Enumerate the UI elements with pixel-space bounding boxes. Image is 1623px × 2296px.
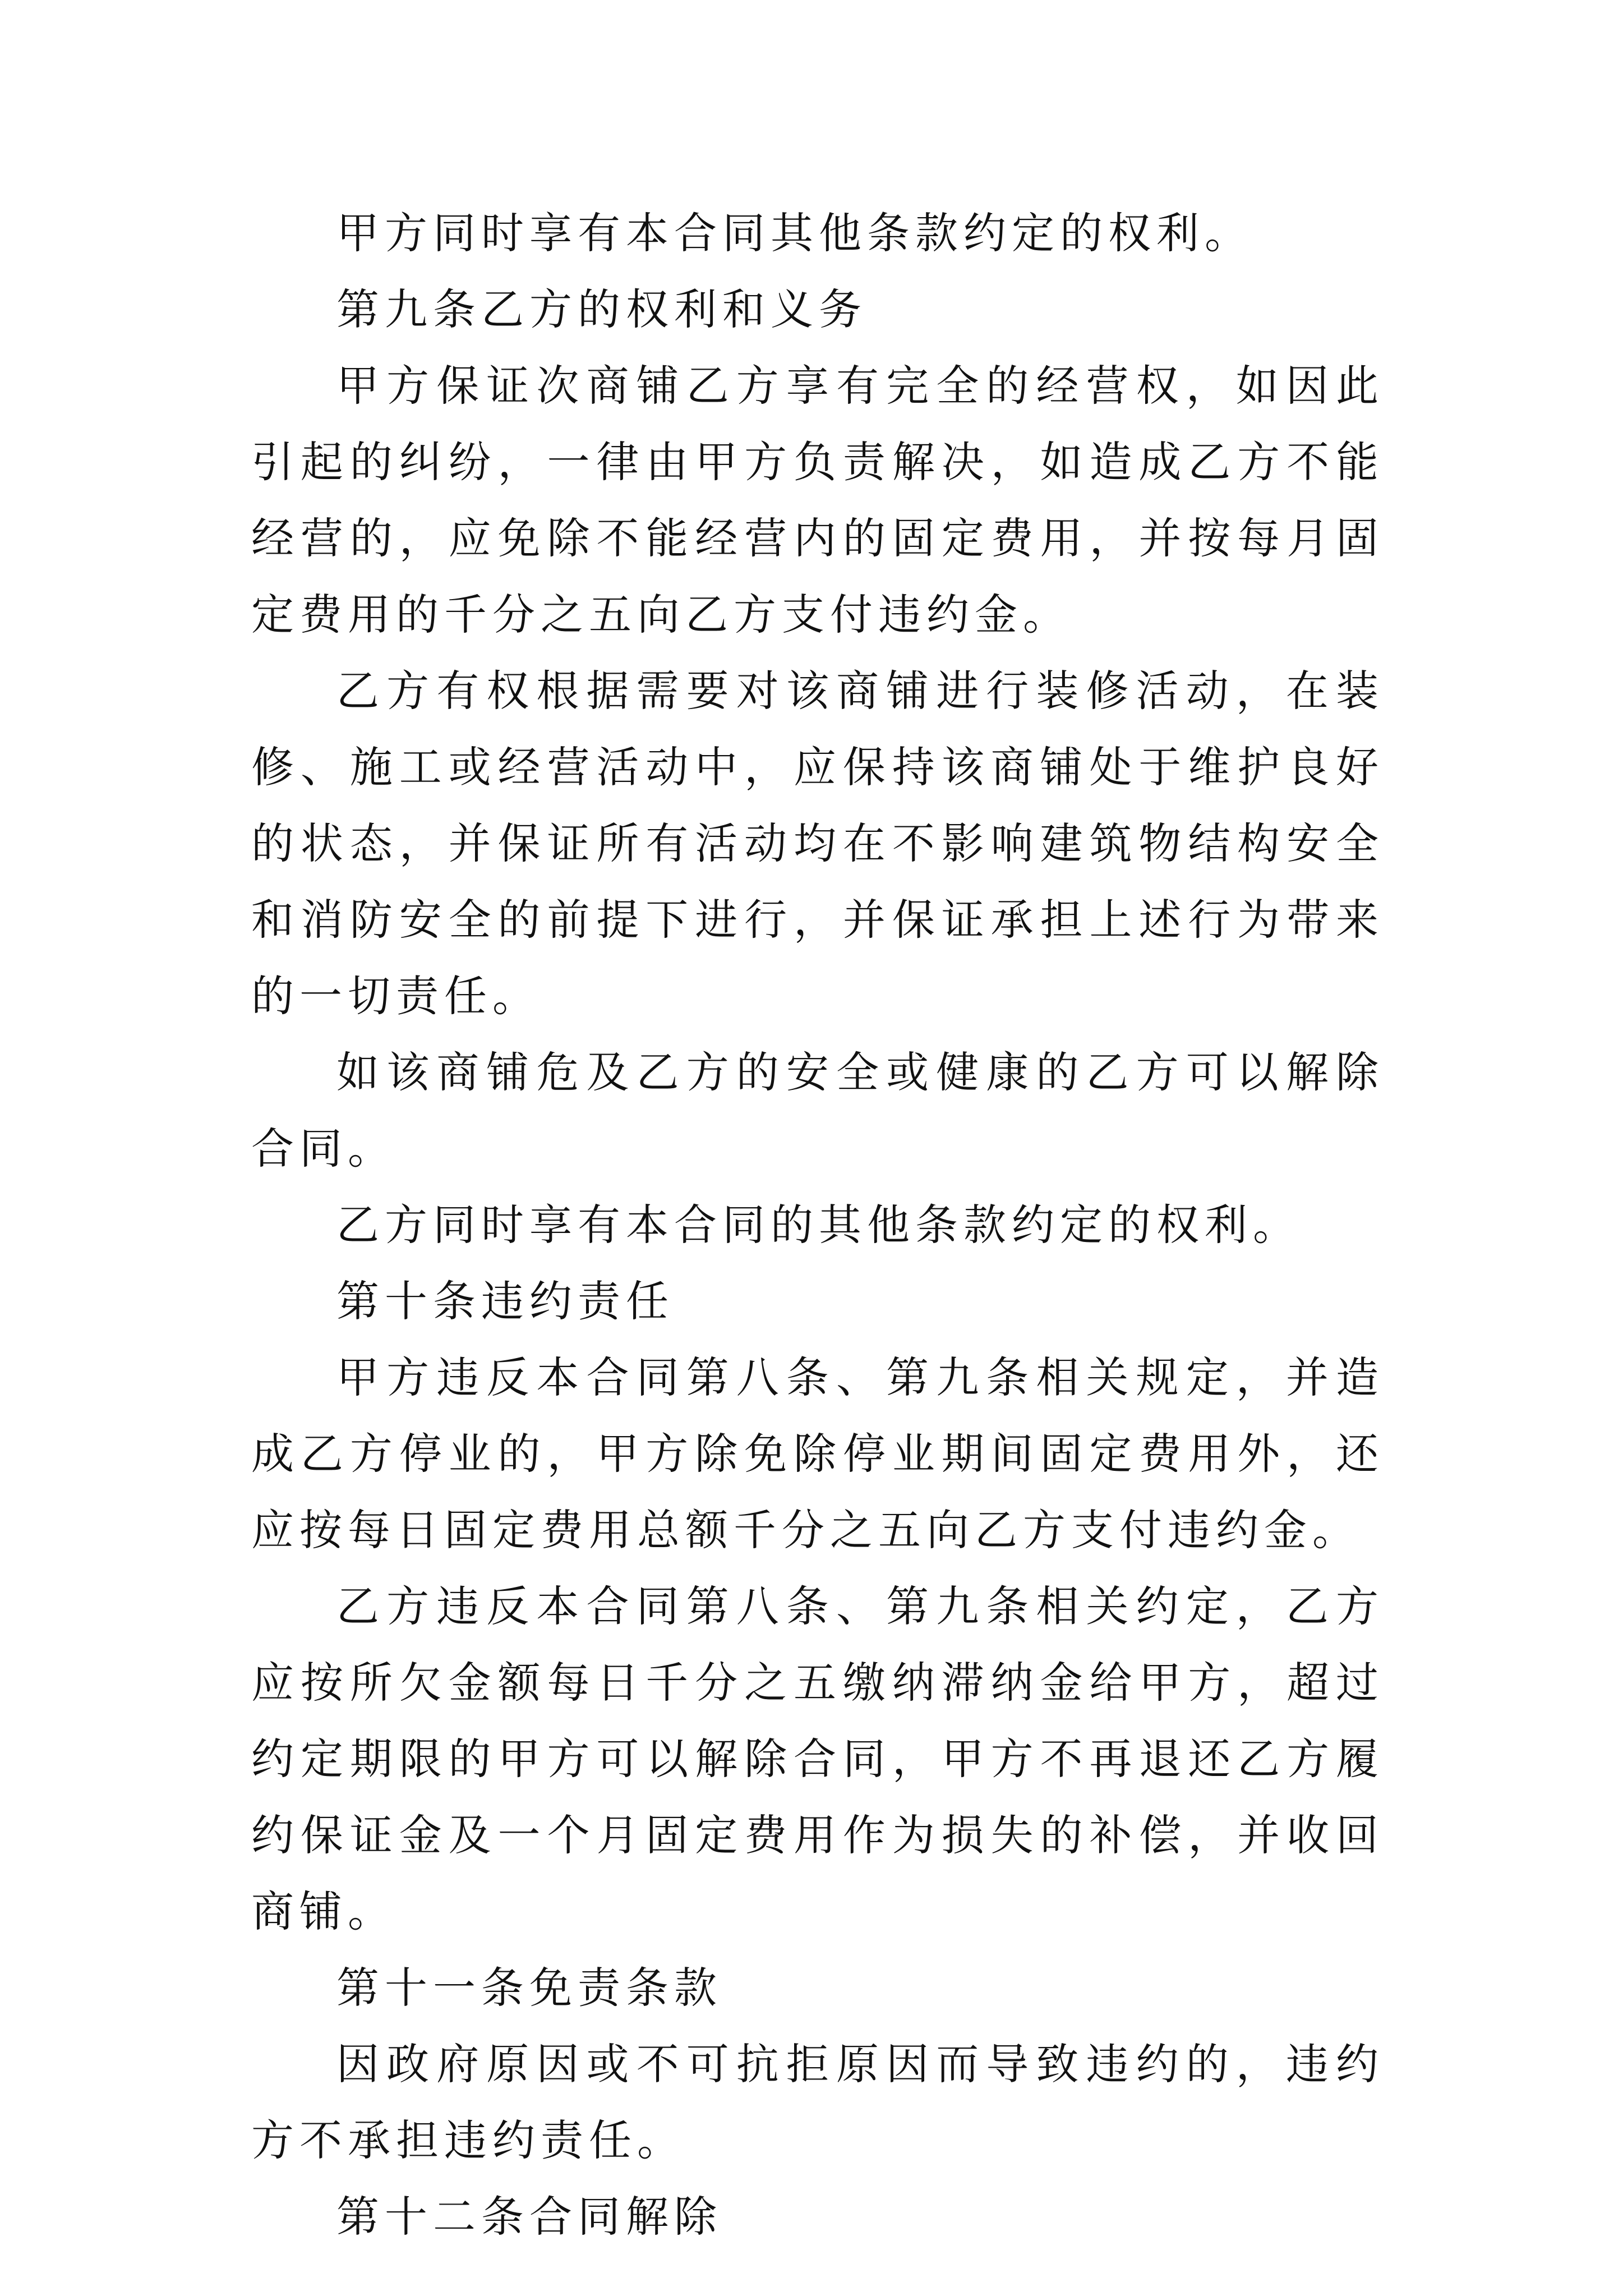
paragraph-force-majeure: 因政府原因或不可抗拒原因而导致违约的，违约方不承担违约责任。 — [251, 2039, 1384, 2165]
paragraph-renovation: 乙方有权根据需要对该商铺进行装修活动，在装修、施工或经营活动中，应保持该商铺处于维护良好的状态，并保证所有活动均在不影响建筑物结构安全和消防安全的前提下进行，并保证承担上述行为带来的一切责任。 — [251, 666, 1384, 1021]
paragraph-breach-party-b: 乙方违反本合同第八条、第九条相关约定，乙方应按所欠金额每日千分之五缴纳滞纳金给甲方，超过约定期限的甲方可以解除合同，甲方不再退还乙方履约保证金及一个月固定费用作为损失的补偿，并收回商铺。 — [251, 1581, 1384, 1936]
document-body — [251, 195, 1384, 2255]
heading-article-9: 第九条乙方的权利和义务 — [336, 284, 867, 334]
paragraph-operating-right: 甲方保证次商铺乙方享有完全的经营权，如因此引起的纠纷，一律由甲方负责解决，如造成乙方不能经营的，应免除不能经营内的固定费用，并按每月固定费用的千分之五向乙方支付违约金。 — [251, 361, 1384, 639]
heading-article-10: 第十条违约责任 — [336, 1276, 674, 1326]
paragraph-safety-termination: 如该商铺危及乙方的安全或健康的乙方可以解除合同。 — [251, 1047, 1384, 1174]
paragraph-breach-party-a: 甲方违反本合同第八条、第九条相关规定，并造成乙方停业的，甲方除免除停业期间固定费用外，还应按每日固定费用总额千分之五向乙方支付违约金。 — [251, 1352, 1384, 1555]
paragraph-rights-party-b: 乙方同时享有本合同的其他条款约定的权利。 — [336, 1200, 1301, 1250]
heading-article-11: 第十一条免责条款 — [336, 1963, 722, 2013]
heading-article-12: 第十二条合同解除 — [336, 2192, 722, 2242]
paragraph-rights-party-a: 甲方同时享有本合同其他条款约定的权利。 — [336, 208, 1253, 258]
